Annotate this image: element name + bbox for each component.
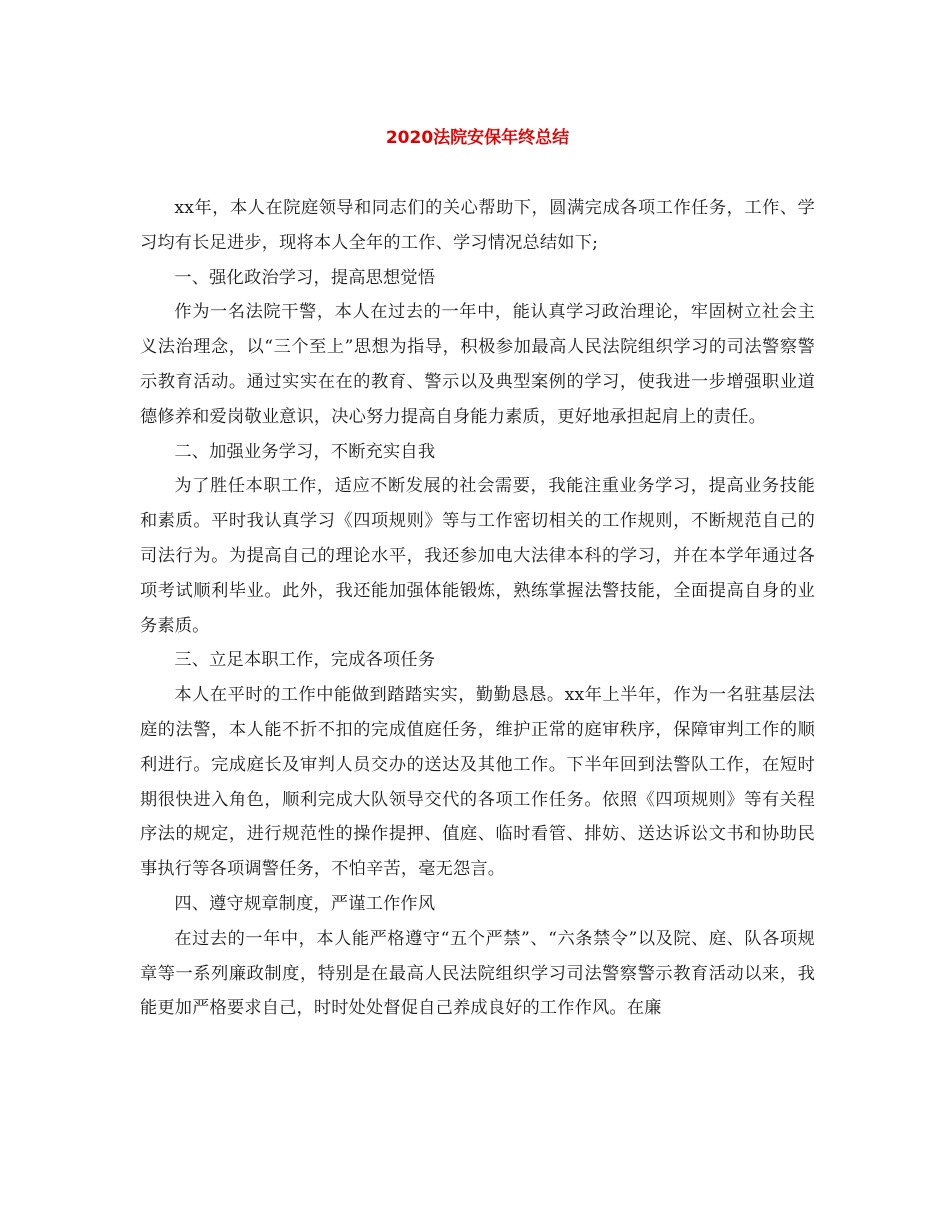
document-title: 2020法院安保年终总结 [385, 128, 570, 148]
document-page [140, 0, 815, 1026]
section-heading-2: 二、加强业务学习，不断充实自我 [174, 441, 436, 462]
section-paragraph-3: 本人在平时的工作中能做到踏踏实实，勤勤恳恳。xx年上半年，作为一名驻基层法庭的法警，本人能不折不扣的完成值庭任务，维护正常的庭审秩序，保障审判工作的顺利进行。完成庭长及审判人员交办的送达及其他工作。下半年回到法警队工作，在短时期很快进入角色，顺利完成大队领导交代的各项工作任务。依照《四项规则》等有关程序法的规定，进行规范性的操作提押、值庭、临时看管、排妨、送达诉讼文书和协助民事执行等各项调警任务，不怕辛苦，毫无怨言。 [140, 685, 815, 880]
section-heading-3: 三、立足本职工作，完成各项任务 [174, 650, 436, 671]
section-paragraph-2: 为了胜任本职工作，适应不断发展的社会需要，我能注重业务学习，提高业务技能和素质。平时我认真学习《四项规则》等与工作密切相关的工作规则，不断规范自己的司法行为。为提高自己的理论水平，我还参加电大法律本科的学习，并在本学年通过各项考试顺利毕业。此外，我还能加强体能锻炼，熟练掌握法警技能，全面提高自身的业务素质。 [140, 476, 815, 636]
section-heading-1: 一、强化政治学习，提高思想觉悟 [174, 267, 436, 288]
intro-paragraph: xx年，本人在院庭领导和同志们的关心帮助下，圆满完成各项工作任务，工作、学习均有长足进步，现将本人全年的工作、学习情况总结如下; [140, 198, 815, 253]
document-body [140, 191, 815, 1026]
section-paragraph-4: 在过去的一年中，本人能严格遵守“五个严禁”、“六条禁令”以及院、庭、队各项规章等一系列廉政制度，特别是在最高人民法院组织学习司法警察警示教育活动以来，我能更加严格要求自己，时时处处督促自己养成良好的工作作风。在廉 [140, 928, 815, 1019]
section-paragraph-1: 作为一名法院干警，本人在过去的一年中，能认真学习政治理论，牢固树立社会主义法治理念，以“三个至上”思想为指导，积极参加最高人民法院组织学习的司法警察警示教育活动。通过实实在在的教育、警示以及典型案例的学习，使我进一步增强职业道德修养和爱岗敬业意识，决心努力提高自身能力素质，更好地承担起肩上的责任。 [140, 302, 815, 427]
section-heading-4: 四、遵守规章制度，严谨工作作风 [174, 893, 436, 914]
